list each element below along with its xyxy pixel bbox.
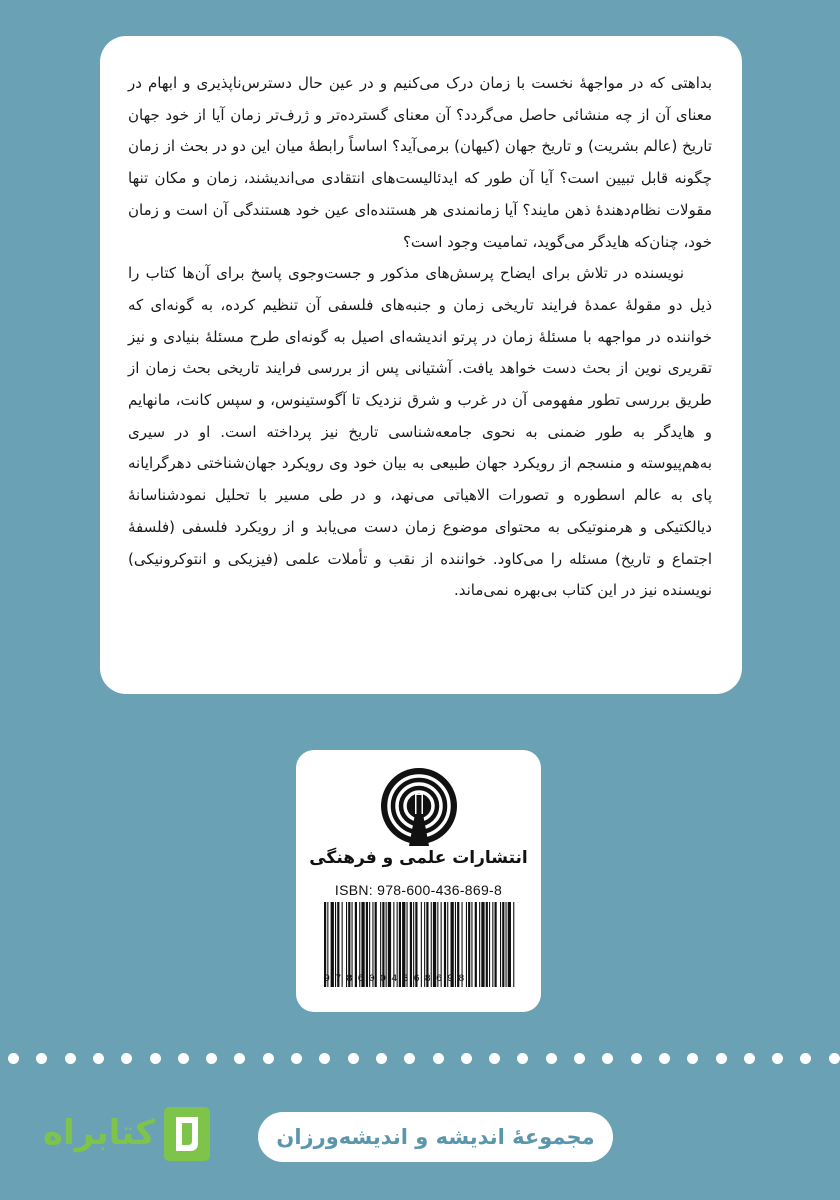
decorative-dot — [404, 1053, 415, 1064]
decorative-dot — [716, 1053, 727, 1064]
decorative-dot — [150, 1053, 161, 1064]
description-paragraph-2: نویسنده در تلاش برای ایضاح پرسش‌های مذکور و جست‌وجوی پاسخ برای آن‌ها کتاب را ذیل دو مقولهٔ عمدهٔ فرایند تاریخی زمان و جنبه‌های فلسفی آن تنظیم کرده، به گونه‌ای که خواننده در مواجهه با مسئلهٔ زمان در پرتو اندیشه‌ای اصیل به گونه‌ای طرح مسئلهٔ بنیادی و نیز تقریری نوین از بحث دست خواهد یافت. آشتیانی پس از بررسی فرایند تاریخی بحث زمان از طریق بررسی تطور مفهومی آن در غرب و شرق نزدیک تا آگوستینوس، و سپس کانت، مانهایم و هایدگر به طور ضمنی به نحوی جامعه‌شناسی تاریخ نیز پرداخته است. او در سیری به‌هم‌پیوسته و منسجم از رویکرد جهان طبیعی به بیان خود وی رویکرد جهان‌شناختی دهرگرایانه پای به عالم اسطوره و تصورات الاهیاتی می‌نهد، و در طی مسیر با تحلیل نمودشناسانهٔ دیالکتیکی و هرمنوتیکی به محتوای موضوع زمان دست می‌یابد و از رویکرد فلسفی (فلسفهٔ اجتماع و تاریخ) مسئله را می‌کاود. خواننده از نقب و تأملات علمی (فیزیکی و انتوکرونیکی) نویسنده نیز در این کتاب بی‌بهره نمی‌ماند. — [128, 264, 712, 600]
isbn-label: ISBN: 978-600-436-869-8 — [334, 882, 503, 898]
decorative-dot — [659, 1053, 670, 1064]
decorative-dot — [121, 1053, 132, 1064]
decorative-dot — [489, 1053, 500, 1064]
barcode-digits: 9786004368698 — [324, 974, 470, 985]
decorative-dot-row — [0, 1050, 840, 1068]
decorative-dot — [829, 1053, 840, 1064]
decorative-dot — [291, 1053, 302, 1064]
publisher-box — [296, 750, 541, 1012]
series-label: مجموعهٔ اندیشه و اندیشه‌ورزان — [258, 1112, 613, 1162]
decorative-dot — [376, 1053, 387, 1064]
decorative-dot — [546, 1053, 557, 1064]
decorative-dot — [36, 1053, 47, 1064]
decorative-dot — [93, 1053, 104, 1064]
decorative-dot — [348, 1053, 359, 1064]
brand-name: کتابراه — [42, 1113, 156, 1153]
decorative-dot — [263, 1053, 274, 1064]
decorative-dot — [631, 1053, 642, 1064]
back-cover-text-panel — [100, 36, 742, 694]
decorative-dot — [517, 1053, 528, 1064]
decorative-dot — [574, 1053, 585, 1064]
decorative-dot — [602, 1053, 613, 1064]
decorative-dot — [433, 1053, 444, 1064]
publisher-name: انتشارات علمی و فرهنگی — [309, 848, 528, 868]
decorative-dot — [8, 1053, 19, 1064]
decorative-dot — [178, 1053, 189, 1064]
decorative-dot — [772, 1053, 783, 1064]
decorative-dot — [744, 1053, 755, 1064]
description-paragraph-1: بداهتی که در مواجههٔ نخست با زمان درک می‌کنیم و در عین حال دسترس‌ناپذیری و ابهام در معنای آن از چه منشائی حاصل می‌گردد؟ آن معنای گسترده‌تر و ژرف‌تر زمان آیا از خود جهان تاریخ (عالم بشریت) و تاریخ جهان (کیهان) برمی‌آید؟ اساساً رابطهٔ میان این دو در بحث از زمان چگونه قابل تبیین است؟ آیا آن طور که ایدئالیست‌های انتقادی می‌اندیشند، زمان و مکان تنها مقولات نظام‌دهندهٔ ذهن مایند؟ آیا زمانمندی هر هستنده‌ای عین خود هستندگی آن است و زمان خود، چنان‌که هایدگر می‌گوید، تمامیت وجود است؟ — [128, 74, 712, 251]
decorative-dot — [687, 1053, 698, 1064]
decorative-dot — [65, 1053, 76, 1064]
ketabrah-logo-icon — [160, 1103, 214, 1165]
publisher-seal-icon — [379, 766, 459, 846]
decorative-dot — [206, 1053, 217, 1064]
decorative-dot — [461, 1053, 472, 1064]
decorative-dot — [234, 1053, 245, 1064]
decorative-dot — [800, 1053, 811, 1064]
decorative-dot — [319, 1053, 330, 1064]
